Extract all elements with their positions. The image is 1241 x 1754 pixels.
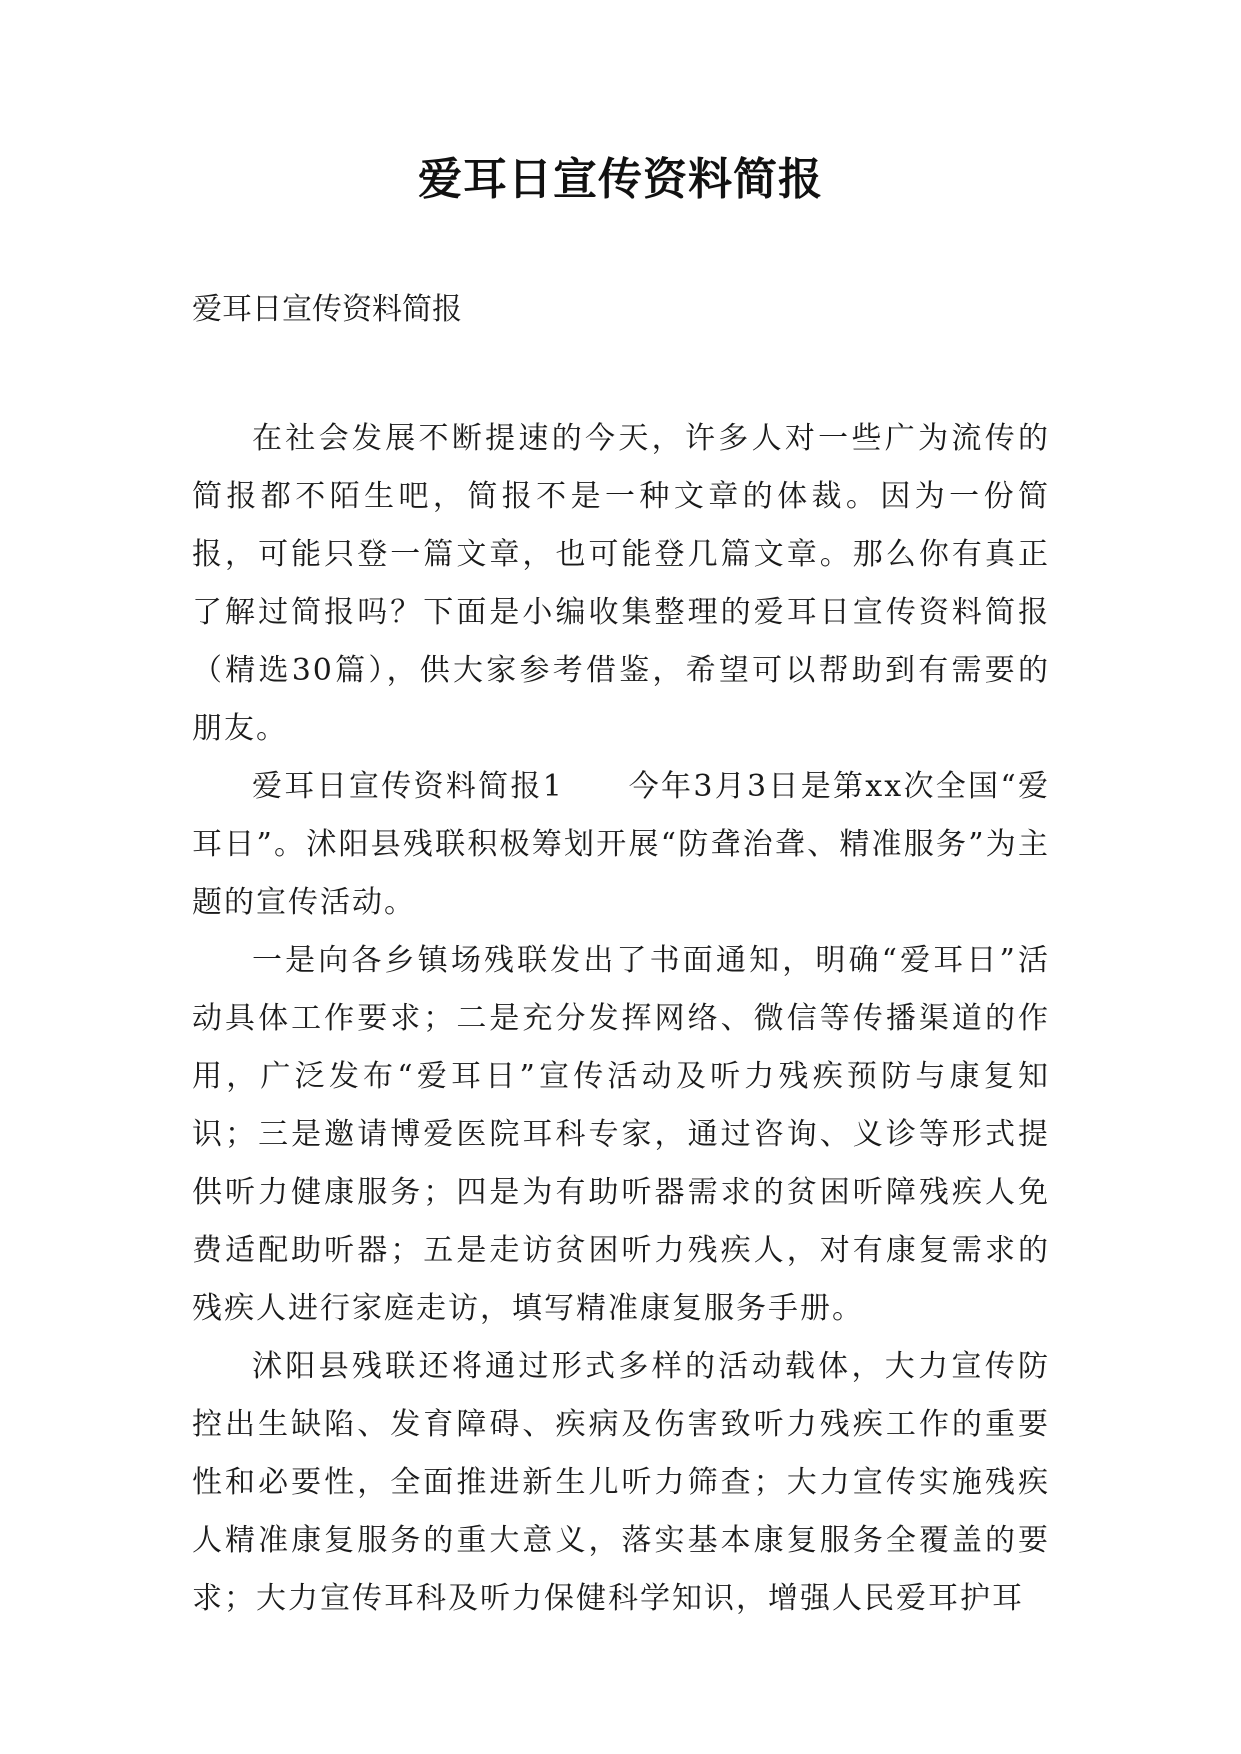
document-body [192,410,1050,1628]
paragraph: 一是向各乡镇场残联发出了书面通知，明确“爱耳日”活动具体工作要求；二是充分发挥网络、微信等传播渠道的作用，广泛发布“爱耳日”宣传活动及听力残疾预防与康复知识；三是邀请博爱医院耳科专家，通过咨询、义诊等形式提供听力健康服务；四是为有助听器需求的贫困听障残疾人免费适配助听器；五是走访贫困听力残疾人，对有康复需求的残疾人进行家庭走访，填写精准康复服务手册。 [192,943,1050,1326]
document-subtitle: 爱耳日宣传资料简报 [192,292,462,327]
paragraph: 在社会发展不断提速的今天，许多人对一些广为流传的简报都不陌生吧，简报不是一种文章的体裁。因为一份简报，可能只登一篇文章，也可能登几篇文章。那么你有真正了解过简报吗？下面是小编收集整理的爱耳日宣传资料简报（精选30篇），供大家参考借鉴，希望可以帮助到有需要的朋友。 [192,421,1050,746]
paragraph: 爱耳日宣传资料简报1 今年3月3日是第xx次全国“爱耳日”。沭阳县残联积极筹划开展“防聋治聋、精准服务”为主题的宣传活动。 [192,769,1050,920]
paragraph: 沭阳县残联还将通过形式多样的活动载体，大力宣传防控出生缺陷、发育障碍、疾病及伤害致听力残疾工作的重要性和必要性，全面推进新生儿听力筛查；大力宣传实施残疾人精准康复服务的重大意义，落实基本康复服务全覆盖的要求；大力宣传耳科及听力保健科学知识，增强人民爱耳护耳 [192,1349,1050,1616]
document-title: 爱耳日宣传资料简报 [418,154,823,205]
